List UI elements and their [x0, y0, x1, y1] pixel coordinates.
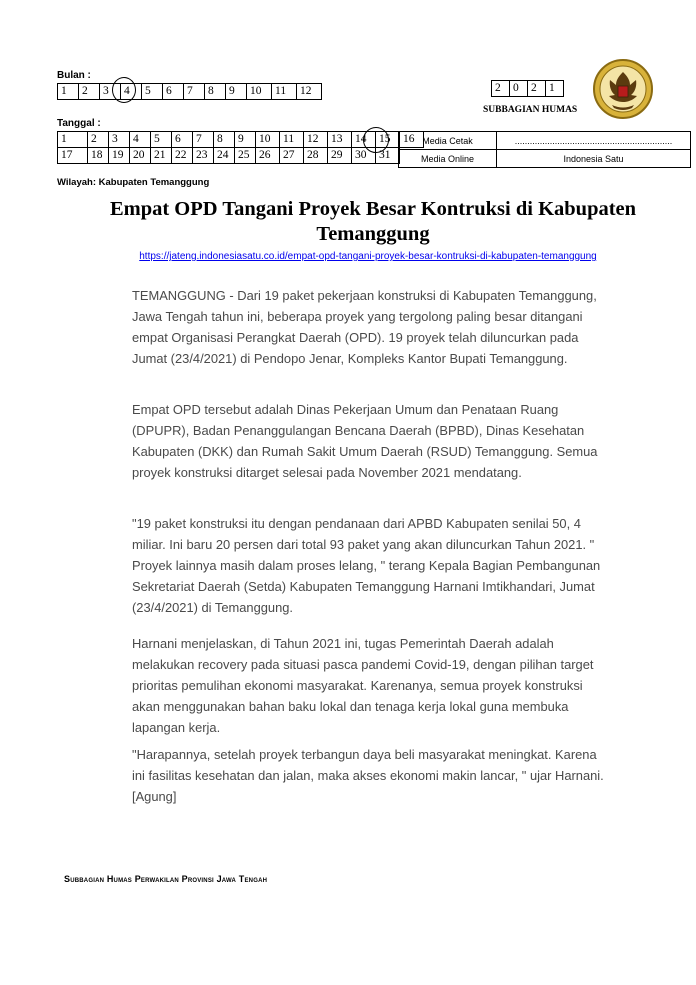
- day-row2-cell: 24: [214, 148, 235, 164]
- year-row-cell: 2: [528, 81, 546, 97]
- day-row1-cell: 7: [193, 132, 214, 148]
- day-row1-cell: 5: [151, 132, 172, 148]
- day-row2-cell: 17: [58, 148, 88, 164]
- month-row-cell: 6: [163, 84, 184, 100]
- day-row1-cell: 2: [88, 132, 109, 148]
- day-row2-cell: 27: [280, 148, 304, 164]
- month-row-cell: 4: [121, 84, 142, 100]
- day-row2-cell: 26: [256, 148, 280, 164]
- day-row2-cell: 19: [109, 148, 130, 164]
- year-grid: [491, 80, 564, 97]
- day-row1-cell: 8: [214, 132, 235, 148]
- day-row2-cell: 30: [352, 148, 376, 164]
- article-title-line-1: Empat OPD Tangani Proyek Besar Kontruksi di Kabupaten: [109, 198, 637, 220]
- wilayah-label: Wilayah: Kabupaten Temanggung: [57, 177, 210, 188]
- day-row1-cell: 16: [400, 132, 424, 148]
- month-grid: [57, 83, 322, 100]
- day-row1-cell: 4: [130, 132, 151, 148]
- garuda-emblem-icon: [592, 58, 654, 120]
- tanggal-label: Tanggal :: [57, 118, 101, 129]
- day-row2-cell: 31: [376, 148, 400, 164]
- media-online-label: Media Online: [399, 150, 497, 168]
- day-row1-cell: 14: [352, 132, 376, 148]
- day-row2-cell: 18: [88, 148, 109, 164]
- year-row-cell: 2: [492, 81, 510, 97]
- day-row2-cell: 22: [172, 148, 193, 164]
- day-row1-cell: 1: [58, 132, 88, 148]
- month-row-cell: 7: [184, 84, 205, 100]
- day-row1-cell: 3: [109, 132, 130, 148]
- day-row1-cell: 9: [235, 132, 256, 148]
- date-grid: [57, 131, 424, 164]
- media-cetak-label: Media Cetak: [399, 132, 497, 150]
- day-row1-cell: 10: [256, 132, 280, 148]
- article-url-link[interactable]: https://jateng.indonesiasatu.co.id/empat-opd-tangani-proyek-besar-kontruksi-di-kabupaten-temanggung: [139, 251, 597, 262]
- year-row-cell: 1: [546, 81, 564, 97]
- month-row-cell: 1: [58, 84, 79, 100]
- month-row-cell: 10: [247, 84, 272, 100]
- article-paragraph-5: "Harapannya, setelah proyek terbangun daya beli masyarakat meningkat. Karena ini fasilitas kesehatan dan jalan, maka akses ekonomi makin lancar, " ujar Harnani. [Agung]: [132, 747, 604, 804]
- month-row-cell: 11: [272, 84, 297, 100]
- day-row1-cell: 15: [376, 132, 400, 148]
- bulan-label: Bulan :: [57, 70, 91, 81]
- media-table: [398, 131, 691, 168]
- day-row2-cell: 23: [193, 148, 214, 164]
- day-row1-cell: 6: [172, 132, 193, 148]
- footer-text: Subbagian Humas Perwakilan Provinsi Jawa Tengah: [64, 874, 268, 884]
- article-paragraph-2: Empat OPD tersebut adalah Dinas Pekerjaan Umum dan Penataan Ruang (DPUPR), Badan Penanggulangan Bencana Daerah (BPBD), Dinas Kesehatan Kabupaten (DKK) dan Rumah Sakit Umum Daerah (RSUD) Temanggung. Semua proyek konstruksi ditarget selesai pada November 2021 mendatang.: [132, 402, 598, 480]
- article-title-line-2: Temanggung: [316, 223, 430, 245]
- unit-label: SUBBAGIAN HUMAS: [483, 105, 578, 115]
- day-row2-cell: 29: [328, 148, 352, 164]
- year-row-cell: 0: [510, 81, 528, 97]
- day-row1-cell: 11: [280, 132, 304, 148]
- month-row-cell: 8: [205, 84, 226, 100]
- article-paragraph-4: Harnani menjelaskan, di Tahun 2021 ini, tugas Pemerintah Daerah adalah melakukan recovery pada situasi pasca pandemi Covid-19, dengan pilihan target prioritas pemulihan ekonomi masyarakat. Karenanya, semua proyek konstruksi akan menggunakan bahan baku lokal dan tenaga kerja lokal guna membuka lapangan kerja.: [132, 636, 594, 735]
- day-row1-cell: 13: [328, 132, 352, 148]
- day-row2-cell: 21: [151, 148, 172, 164]
- day-row1-cell: 12: [304, 132, 328, 148]
- article-paragraph-1: TEMANGGUNG - Dari 19 paket pekerjaan konstruksi di Kabupaten Temanggung, Jawa Tengah tahun ini, beberapa proyek yang tergolong paling besar ditangani empat Organisasi Perangkat Daerah (OPD). 19 proyek telah diluncurkan pada Jumat (23/4/2021) di Pendopo Jenar, Kompleks Kantor Bupati Temanggung.: [132, 288, 597, 366]
- article-title: [40, 197, 696, 247]
- day-row2-cell: 25: [235, 148, 256, 164]
- article-paragraph-3: "19 paket konstruksi itu dengan pendanaan dari APBD Kabupaten senilai 50, 4 miliar. Ini baru 20 persen dari total 93 paket yang akan diluncurkan Tahun 2021. " Proyek lainnya masih dalam proses lelang, " terang Kepala Bagian Pembangunan Sekretariat Daerah (Setda) Kabupaten Temanggung Harnani Imtikhandari, Jumat (23/4/2021) di Temanggung.: [132, 516, 601, 615]
- month-row-cell: 9: [226, 84, 247, 100]
- media-online-value: Indonesia Satu: [497, 150, 691, 168]
- month-row-cell: 3: [100, 84, 121, 100]
- day-row2-cell: 28: [304, 148, 328, 164]
- month-row-cell: 2: [79, 84, 100, 100]
- month-row-cell: 5: [142, 84, 163, 100]
- month-row-cell: 12: [297, 84, 322, 100]
- media-cetak-value: ...............................................................: [497, 132, 691, 150]
- day-row2-cell: 20: [130, 148, 151, 164]
